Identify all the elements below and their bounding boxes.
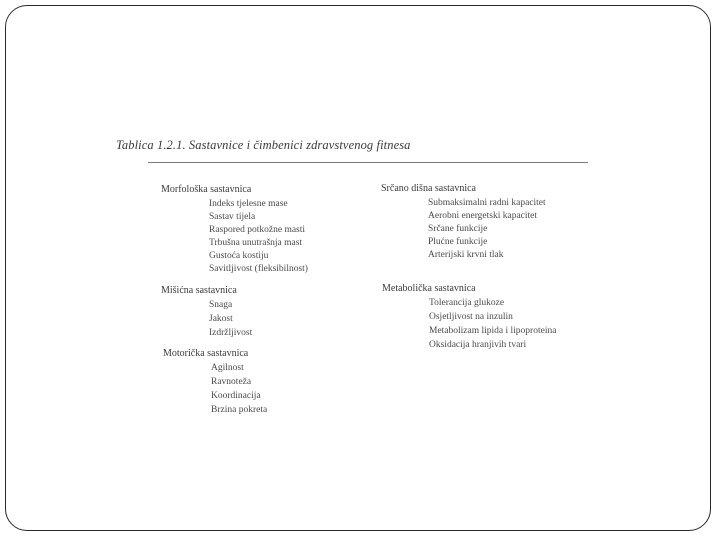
group-title-cardiorespiratory: Srčano dišna sastavnica xyxy=(381,183,476,194)
list-item: Aerobni energetski kapacitet xyxy=(428,211,538,221)
scanned-table xyxy=(112,130,612,430)
list-item: Plućne funkcije xyxy=(428,237,488,247)
list-item: Koordinacija xyxy=(211,391,261,401)
list-item: Sastav tijela xyxy=(209,212,256,222)
list-item: Indeks tjelesne mase xyxy=(209,199,288,209)
title-underline xyxy=(148,162,588,163)
list-item: Gustoća kostiju xyxy=(209,251,269,261)
list-item: Savitljivost (fleksibilnost) xyxy=(209,264,308,274)
group-title-muscular: Mišićna sastavnica xyxy=(161,285,237,296)
list-item: Raspored potkožne masti xyxy=(209,225,306,235)
list-item: Agilnost xyxy=(211,363,244,373)
list-item: Ravnoteža xyxy=(211,377,252,387)
list-item: Trbušna unutrašnja mast xyxy=(209,238,303,248)
group-title-morphological: Morfološka sastavnica xyxy=(161,184,252,195)
list-item: Arterijski krvni tlak xyxy=(428,250,504,260)
table-title: Tablica 1.2.1. Sastavnice i čimbenici zdravstvenog fitnesa xyxy=(116,138,411,152)
list-item: Oksidacija hranjivih tvari xyxy=(429,340,527,350)
list-item: Jakost xyxy=(209,314,233,324)
list-item: Metabolizam lipida i lipoproteina xyxy=(429,326,557,336)
list-item: Tolerancija glukoze xyxy=(429,298,505,308)
list-item: Izdržljivost xyxy=(209,328,253,338)
list-item: Snaga xyxy=(209,300,233,310)
list-item: Osjetljivost na inzulin xyxy=(429,312,513,322)
list-item: Srčane funkcije xyxy=(428,224,488,234)
list-item: Submaksimalni radni kapacitet xyxy=(428,198,546,208)
group-title-metabolic: Metabolička sastavnica xyxy=(382,283,476,294)
list-item: Brzina pokreta xyxy=(211,405,268,415)
group-title-motor: Motorička sastavnica xyxy=(163,348,249,359)
